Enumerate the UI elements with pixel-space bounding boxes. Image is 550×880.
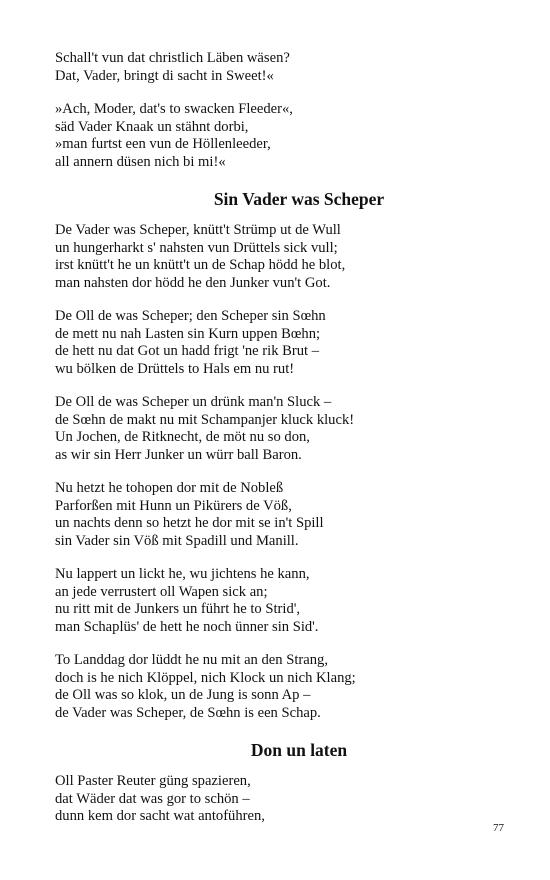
verse-line: Parforßen mit Hunn un Pikürers de Vöß, [55,497,292,514]
verse-line: nu ritt mit de Junkers un führt he to Strid', [55,601,301,617]
verse-line: wu bölken de Drüttels to Hals em nu rut! [55,360,295,377]
verse-line: »man furtst een vun de Höllenleeder, [55,136,271,152]
verse-line: Nu lappert un lickt he, wu jichtens he kann, [55,566,310,582]
verse-line: sin Vader sin Vöß mit Spadill und Manill. [55,532,299,549]
verse-line: Dat, Vader, bringt di sacht in Sweet!« [55,67,274,84]
verse-line: de hett nu dat Got un hadd frigt 'ne rik Brut – [55,343,320,359]
stanza [55,101,495,171]
verse-line: »Ach, Moder, dat's to swacken Fleeder«, [55,101,293,117]
verse-line: all annern düsen nich bi mi!« [55,153,226,170]
verse-line: irst knütt't he un knütt't un de Schap hödd he blot, [55,257,346,273]
stanza [55,566,495,636]
poem-title-sin-vader-was-scheper: Sin Vader was Scheper [213,189,385,209]
verse-line: as wir sin Herr Junker un würr ball Baron. [55,446,302,463]
stanza [55,394,495,464]
verse-line: de mett nu nah Lasten sin Kurn uppen Bœhn; [55,325,321,342]
verse-line: dat Wäder dat was gor to schön – [55,790,250,807]
poem-sin-vader-was-scheper [55,222,495,722]
poem-title-don-un-laten: Don un laten [250,740,348,760]
stanza [55,222,495,292]
verse-line: dunn kem dor sacht wat antoführen, [55,808,265,824]
verse-line: an jede verrustert oll Wapen sick an; [55,583,268,600]
stanza [55,652,495,722]
stanza [55,50,495,85]
verse-line: Schall't vun dat christlich Läben wäsen? [55,50,290,66]
verse-line: man Schaplüs' de hett he noch ünner sin Sid'. [55,618,319,635]
verse-line: de Sœhn de makt nu mit Schampanjer kluck kluck! [55,411,355,428]
verse-line: doch is he nich Klöppel, nich Klock un nich Klang; [55,669,356,686]
verse-line: De Oll de was Scheper un drünk man'n Sluck – [55,394,332,410]
verse-line: un hungerharkt s' nahsten vun Drüttels sick vull; [55,239,338,256]
verse-line: Nu hetzt he tohopen dor mit de Nobleß [55,480,284,496]
verse-line: säd Vader Knaak un stähnt dorbi, [55,118,249,135]
verse-line: de Vader was Scheper, de Sœhn is een Schap. [55,704,321,721]
verse-line: To Landdag dor lüddt he nu mit an den Strang, [55,652,328,668]
page-body [55,50,495,842]
poem-don-un-laten [55,773,495,826]
stanza [55,480,495,550]
verse-line: Oll Paster Reuter güng spazieren, [55,773,251,789]
verse-line: man nahsten dor hödd he den Junker vun't Got. [55,274,331,291]
poem-intro [55,50,495,171]
verse-line: un nachts denn so hetzt he dor mit se in't Spill [55,515,324,531]
stanza [55,308,495,378]
stanza [55,773,495,826]
verse-line: de Oll was so klok, un de Jung is sonn Ap – [55,687,311,703]
verse-line: De Vader was Scheper, knütt't Strümp ut de Wull [55,222,341,238]
verse-line: Un Jochen, de Ritknecht, de möt nu so don, [55,429,310,445]
page-number: 77 [493,822,504,834]
verse-line: De Oll de was Scheper; den Scheper sin Sœhn [55,308,326,324]
